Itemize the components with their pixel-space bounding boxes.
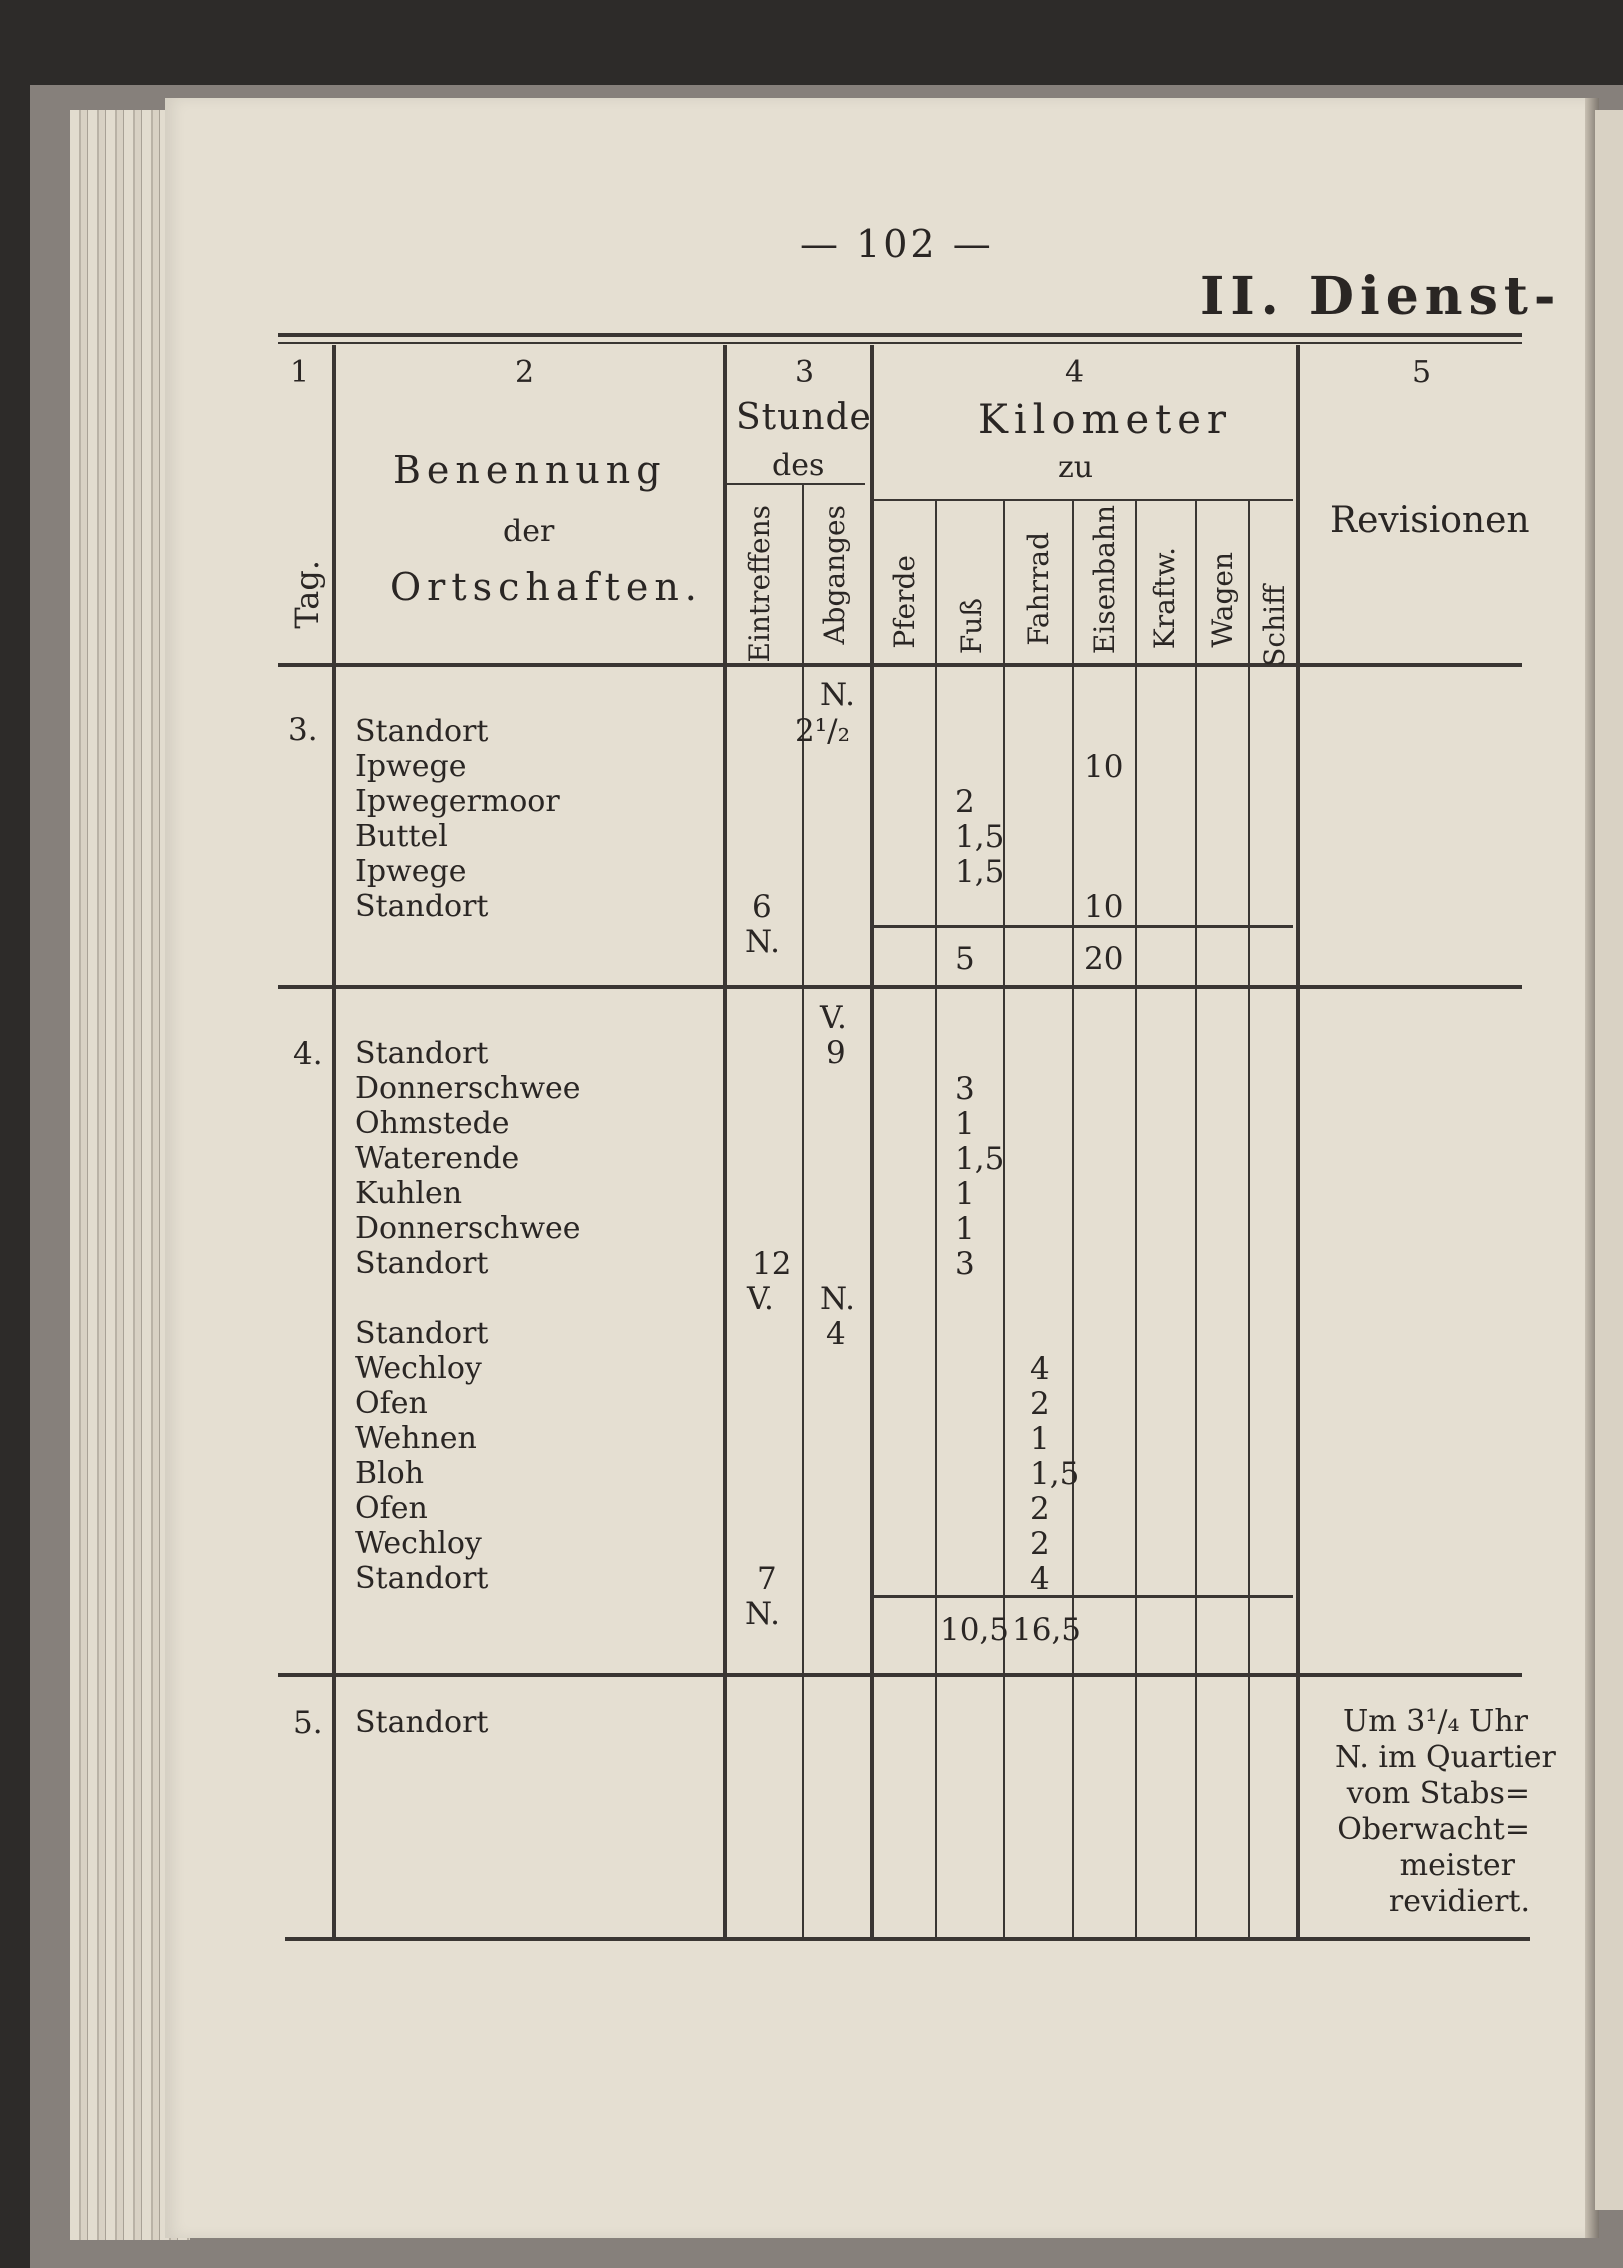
day4-place2: Wechloy bbox=[355, 1526, 482, 1561]
day4-bottom-rule bbox=[278, 1673, 1522, 1677]
page-number: — 102 — bbox=[800, 222, 994, 266]
col-rule-4a bbox=[935, 499, 937, 1937]
day4-fuss: 1 bbox=[955, 1211, 975, 1247]
abganges-header: Abganges bbox=[818, 505, 851, 645]
day3-eintreffen: 6 bbox=[752, 889, 772, 925]
col1-number: 1 bbox=[290, 355, 310, 390]
day4-fahrrad: 2 bbox=[1030, 1526, 1050, 1562]
tag-header: Tag. bbox=[288, 560, 326, 629]
section-heading: II. Dienst- bbox=[1200, 266, 1562, 327]
day4-place: Donnerschwee bbox=[355, 1211, 581, 1246]
day4-place2: Standort bbox=[355, 1561, 489, 1596]
day5-remark-line: revidiert. bbox=[1388, 1884, 1530, 1919]
day4-abgang1-mark: V. bbox=[820, 1000, 847, 1036]
col2-number: 2 bbox=[515, 355, 535, 390]
day4-eintreffen2: 7 bbox=[757, 1561, 777, 1597]
day4-place2: Wehnen bbox=[355, 1421, 477, 1456]
day4-fuss: 3 bbox=[955, 1246, 975, 1282]
des-header: des bbox=[772, 448, 825, 483]
day4-place: Waterende bbox=[355, 1141, 520, 1176]
facing-page-edge bbox=[1595, 110, 1623, 2210]
day3-fuss: 2 bbox=[955, 784, 975, 820]
day3-eisenbahn: 10 bbox=[1084, 749, 1124, 785]
col-rule-4d bbox=[1135, 499, 1137, 1937]
revisionen-header: Revisionen bbox=[1330, 500, 1530, 541]
day4-abgang2-time: 4 bbox=[826, 1316, 846, 1352]
day4-fuss: 1 bbox=[955, 1176, 975, 1212]
day3-place: Ipwege bbox=[355, 854, 467, 889]
day3-place: Standort bbox=[355, 889, 489, 924]
day4-place2: Standort bbox=[355, 1316, 489, 1351]
schiff-header: Schiff bbox=[1258, 585, 1291, 667]
day4-fahrrad: 1,5 bbox=[1030, 1456, 1080, 1492]
col5-number: 5 bbox=[1412, 355, 1432, 390]
day4-sum-fahrrad: 16,5 bbox=[1012, 1612, 1082, 1648]
col-rule-4f bbox=[1248, 499, 1250, 1937]
day4-fahrrad: 4 bbox=[1030, 1561, 1050, 1597]
col-rule-3a bbox=[802, 483, 804, 1937]
day4-sum-fuss: 10,5 bbox=[940, 1612, 1010, 1648]
day4-abgang1-time: 9 bbox=[826, 1035, 846, 1071]
wagen-header: Wagen bbox=[1206, 552, 1239, 648]
day4-eintreffen2-mark: N. bbox=[745, 1596, 780, 1632]
day4-fahrrad: 4 bbox=[1030, 1351, 1050, 1387]
day4-eintreffen1: 12 bbox=[752, 1246, 792, 1282]
day4-place2: Ofen bbox=[355, 1491, 428, 1526]
day4-fuss: 3 bbox=[955, 1071, 975, 1107]
col-rule-4 bbox=[1296, 345, 1300, 1937]
benennung-header: Benennung bbox=[393, 448, 667, 492]
day3-abgang-mark: N. bbox=[820, 677, 855, 713]
table-top-rule bbox=[278, 333, 1522, 337]
table-top-rule-thin bbox=[278, 342, 1522, 344]
eisenbahn-header: Eisenbahn bbox=[1088, 505, 1121, 655]
day5-tag: 5. bbox=[293, 1705, 323, 1741]
zu-header: zu bbox=[1058, 450, 1094, 485]
der-header: der bbox=[503, 514, 555, 549]
day3-eintreffen-mark: N. bbox=[745, 924, 780, 960]
header-bottom-rule bbox=[278, 663, 1522, 667]
day5-remark-line: vom Stabs= bbox=[1346, 1776, 1530, 1811]
day3-place: Ipwege bbox=[355, 749, 467, 784]
kilometer-header: Kilometer bbox=[978, 397, 1233, 443]
day3-place: Ipwegermoor bbox=[355, 784, 560, 819]
day4-fahrrad: 2 bbox=[1030, 1491, 1050, 1527]
day3-abgang-time: 2¹/₂ bbox=[795, 713, 851, 749]
col-rule-4b bbox=[1003, 499, 1005, 1937]
day4-place2: Wechloy bbox=[355, 1351, 482, 1386]
day5-remark-line: Oberwacht= bbox=[1337, 1812, 1530, 1847]
day3-fuss: 1,5 bbox=[955, 854, 1005, 890]
col-rule-4e bbox=[1195, 499, 1197, 1937]
fahrrad-header: Fahrrad bbox=[1022, 532, 1055, 646]
day4-place: Kuhlen bbox=[355, 1176, 463, 1211]
col-rule-2 bbox=[723, 345, 727, 1937]
pferde-header: Pferde bbox=[888, 555, 921, 649]
day4-place2: Ofen bbox=[355, 1386, 428, 1421]
day5-remark-line: N. im Quartier bbox=[1335, 1740, 1556, 1775]
col4-number: 4 bbox=[1065, 355, 1085, 390]
day3-sum-fuss: 5 bbox=[955, 941, 975, 977]
kraftw-header: Kraftw. bbox=[1148, 547, 1181, 650]
day4-place: Donnerschwee bbox=[355, 1071, 581, 1106]
table-bottom-rule bbox=[285, 1937, 1530, 1941]
day4-place: Standort bbox=[355, 1246, 489, 1281]
stunde-header: Stunde bbox=[736, 397, 872, 438]
col3-number: 3 bbox=[795, 355, 815, 390]
day4-fahrrad: 2 bbox=[1030, 1386, 1050, 1422]
day4-abgang2-mark: N. bbox=[820, 1281, 855, 1317]
day3-place: Buttel bbox=[355, 819, 448, 854]
day4-place: Ohmstede bbox=[355, 1106, 510, 1141]
eintreffens-header: Eintreffens bbox=[743, 505, 776, 663]
day4-fuss: 1 bbox=[955, 1106, 975, 1142]
day3-bottom-rule bbox=[278, 985, 1522, 989]
col-rule-1 bbox=[332, 345, 336, 1937]
day3-fuss: 1,5 bbox=[955, 819, 1005, 855]
col-rule-4c bbox=[1072, 499, 1074, 1937]
day3-eisenbahn: 10 bbox=[1084, 889, 1124, 925]
day4-fahrrad: 1 bbox=[1030, 1421, 1050, 1457]
col-rule-3 bbox=[870, 345, 874, 1937]
day4-place2: Bloh bbox=[355, 1456, 425, 1491]
day5-place: Standort bbox=[355, 1705, 489, 1740]
day5-remark-line: Um 3¹/₄ Uhr bbox=[1343, 1704, 1528, 1739]
fuss-header: Fuß bbox=[955, 598, 988, 655]
stunde-sub-rule bbox=[723, 483, 865, 485]
day4-eintreffen1-mark: V. bbox=[747, 1281, 774, 1317]
day4-place: Standort bbox=[355, 1036, 489, 1071]
day3-tag: 3. bbox=[288, 712, 318, 748]
ortschaften-header: Ortschaften. bbox=[390, 565, 703, 609]
day3-sum-eisenbahn: 20 bbox=[1084, 941, 1124, 977]
day4-tag: 4. bbox=[293, 1036, 323, 1072]
day5-remark-line: meister bbox=[1399, 1848, 1515, 1883]
day4-fuss: 1,5 bbox=[955, 1141, 1005, 1177]
day3-place: Standort bbox=[355, 714, 489, 749]
